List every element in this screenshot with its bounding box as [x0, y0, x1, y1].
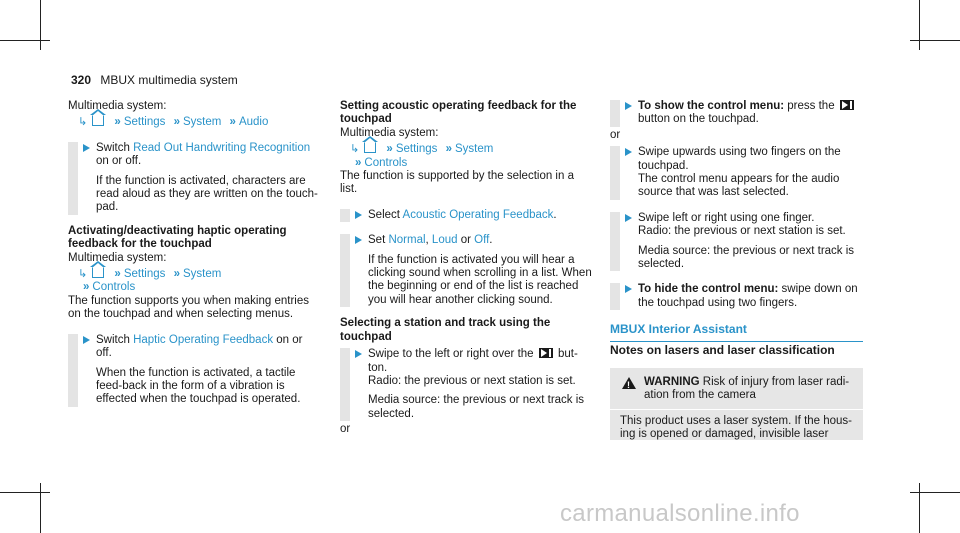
path-item[interactable]: Settings — [395, 143, 438, 156]
step-detail: The control menu appears for the audio source that was last selected. — [638, 173, 840, 199]
setting-link[interactable]: Haptic Operating Feedback — [133, 333, 274, 346]
instruction-step — [340, 234, 592, 307]
path-item[interactable]: Controls — [364, 156, 408, 169]
step-text: Switch Haptic Operating Feedback on or off. — [96, 333, 303, 360]
home-icon — [92, 267, 104, 278]
skip-forward-icon — [539, 348, 553, 358]
instruction-step — [68, 142, 320, 215]
path-prefix: Multimedia system: — [68, 100, 167, 112]
home-icon — [92, 115, 104, 126]
double-chevron-icon: » — [173, 268, 180, 281]
path-item[interactable]: Settings — [123, 116, 166, 129]
step-bar — [340, 348, 350, 421]
or-text: or — [340, 423, 351, 436]
description: The function is supported by the selection in a list. — [340, 170, 574, 196]
option-loud[interactable]: Loud — [431, 234, 458, 247]
path-item[interactable]: System — [183, 116, 222, 129]
menu-path — [340, 142, 592, 170]
column-1 — [68, 100, 320, 407]
step-bar — [610, 146, 620, 200]
step-detail: Radio: the previous or next station is set. — [368, 374, 576, 387]
menu-path — [68, 267, 320, 295]
step-detail: Radio: the previous or next station is set. — [638, 225, 846, 238]
step-arrow-icon — [83, 144, 90, 152]
instruction-step — [340, 209, 592, 222]
step-bar — [610, 100, 620, 127]
step-bar — [340, 234, 350, 307]
menu-path — [68, 115, 320, 129]
warning-box — [610, 368, 863, 440]
setting-link[interactable]: Acoustic Operating Feedback — [402, 208, 554, 221]
path-item[interactable]: Settings — [123, 268, 166, 281]
setting-link[interactable]: Read Out Handwriting Recognition — [133, 141, 311, 154]
arrow-turn-icon: ↳ — [350, 143, 360, 156]
step-detail: If the function is activated you will hear a clicking sound when scrolling in a list. When the beginning or end of the list is reached you will hear another clicking sound. — [368, 253, 592, 306]
step-arrow-icon — [625, 214, 632, 222]
step-arrow-icon — [355, 350, 362, 358]
step-bar — [610, 283, 620, 310]
step-arrow-icon — [355, 211, 362, 219]
double-chevron-icon: » — [386, 143, 393, 156]
column-3 — [610, 100, 865, 310]
path-item[interactable]: System — [455, 143, 494, 156]
step-arrow-icon — [625, 102, 632, 110]
instruction-step — [610, 283, 865, 310]
path-item[interactable]: Audio — [238, 116, 269, 129]
home-icon — [364, 142, 376, 153]
section-heading: Setting acoustic operating feedback for the touchpad — [340, 100, 577, 126]
step-text: Select Acoustic Operating Feedback. — [368, 208, 557, 221]
crop-mark — [0, 40, 50, 41]
double-chevron-icon: » — [83, 281, 90, 294]
double-chevron-icon: » — [114, 116, 121, 129]
step-bar — [68, 142, 78, 215]
path-prefix: Multimedia system: — [68, 251, 167, 264]
step-bar — [340, 209, 350, 222]
warning-icon — [622, 377, 636, 389]
watermark: carmanualsonline.info — [560, 500, 800, 527]
step-text: Swipe to the left or right over the but-ton. — [368, 348, 578, 374]
arrow-turn-icon: ↳ — [78, 268, 88, 281]
option-off[interactable]: Off — [474, 234, 490, 247]
crop-mark — [910, 40, 960, 41]
column-2 — [340, 100, 592, 437]
path-item[interactable]: System — [183, 268, 222, 281]
double-chevron-icon: » — [173, 116, 180, 129]
crop-mark — [40, 483, 41, 533]
step-text: Swipe left or right using one finger. — [638, 211, 815, 224]
step-text: Switch Read Out Handwriting Recognition on or off. — [96, 141, 311, 168]
skip-forward-icon — [840, 100, 854, 110]
step-bar — [610, 212, 620, 272]
step-text: To show the control menu: press the button on the touchpad. — [638, 100, 865, 127]
double-chevron-icon: » — [114, 268, 121, 281]
crop-mark — [40, 0, 41, 50]
instruction-step — [610, 146, 865, 200]
page-title: MBUX multimedia system — [100, 73, 238, 87]
crop-mark — [919, 0, 920, 50]
section-heading: Activating/deactivating haptic operating feedback for the touchpad — [68, 224, 287, 251]
page-header — [71, 73, 238, 87]
option-normal[interactable]: Normal — [388, 234, 426, 247]
step-detail: When the function is activated, a tactile feed-back in the form of a vibration is effected when the touchpad is operated. — [96, 366, 301, 406]
step-detail: Media source: the previous or next track is selected. — [638, 244, 855, 271]
instruction-step — [610, 100, 865, 127]
page-number: 320 — [71, 73, 92, 87]
crop-mark — [910, 492, 960, 493]
warning-title: Risk of injury from laser radi-ation from the camera — [644, 376, 850, 402]
section-heading: Selecting a station and track using the touchpad — [340, 317, 551, 343]
step-arrow-icon — [83, 336, 90, 344]
double-chevron-icon: » — [445, 143, 452, 156]
step-arrow-icon — [355, 236, 362, 244]
section-title: MBUX Interior Assistant — [610, 322, 863, 342]
crop-mark — [0, 492, 50, 493]
double-chevron-icon: » — [229, 116, 236, 129]
step-text: To hide the control menu: swipe down on the touchpad using two fingers. — [638, 283, 858, 309]
instruction-step — [610, 212, 865, 272]
description: The function supports you when making entries on the touchpad and when selecting menus. — [68, 294, 309, 321]
crop-mark — [919, 483, 920, 533]
path-prefix: Multimedia system: — [340, 126, 439, 139]
warning-body: This product uses a laser system. If the hous-ing is opened or damaged, invisible laser — [620, 414, 853, 441]
path-item[interactable]: Controls — [92, 281, 136, 294]
warning-header — [610, 368, 863, 410]
or-text: or — [610, 128, 621, 141]
step-text: Set Normal, Loud or Off. — [368, 234, 493, 247]
step-detail: Media source: the previous or next track is selected. — [368, 394, 585, 420]
step-arrow-icon — [625, 148, 632, 156]
step-bar — [68, 334, 78, 407]
instruction-step — [68, 334, 320, 407]
step-detail: If the function is activated, characters are read aloud as they are written on the touch-pad. — [96, 174, 318, 214]
step-arrow-icon — [625, 285, 632, 293]
step-text: Swipe upwards using two fingers on the touchpad. — [638, 146, 841, 172]
section-subheading: Notes on lasers and laser classification — [610, 343, 835, 357]
arrow-turn-icon: ↳ — [78, 116, 88, 129]
warning-label: WARNING — [644, 376, 700, 388]
instruction-step — [340, 348, 592, 421]
double-chevron-icon: » — [355, 156, 362, 169]
